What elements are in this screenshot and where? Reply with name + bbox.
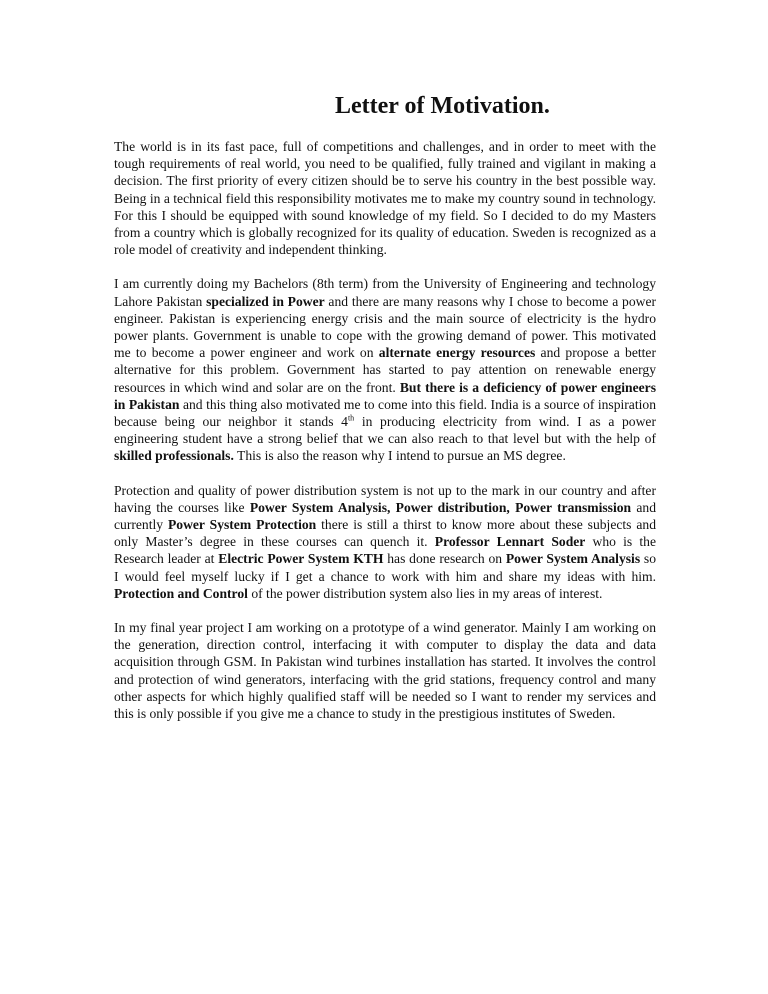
document-body bbox=[114, 138, 656, 739]
text-run: has done research on bbox=[383, 551, 506, 567]
text-run: I am currently doing my Bachelors (8th term) from the University of Engineering and technology Lahore Pakistan bbox=[114, 276, 656, 309]
text-run: and this thing also motivated me to come into this field. India is a source of inspiration because being our neighbor it stands 4 bbox=[114, 396, 656, 430]
text-run: and there are many reasons why I chose to become a power engineer. Pakistan is experiencing energy crisis and the main source of electricity is the hydro power plants. Government is unable to cope with the growing demand of power. This motivated me to become a power engineer and work on bbox=[114, 293, 657, 361]
text-run: so I would feel myself lucky if I get a chance to work with him and share my ideas with him. bbox=[114, 551, 657, 584]
bold-phrase: specialized in Power bbox=[206, 293, 325, 309]
text-run: Protection and quality of power distribution system is not up to the mark in our country and after having the courses like bbox=[114, 482, 656, 515]
bold-phrase: alternate energy resources bbox=[378, 345, 536, 361]
text-run: In my final year project I am working on a prototype of a wind generator. Mainly I am working on the generation, direction control, interfacing it with computer to display the data and data acquisition through GSM. In Pakistan wind turbines installation has started. It involves the control and protection of wind generators, interfacing with the grid stations, frequency control and many other aspects for which highly qualified staff will be needed so I want to render my services and this is only possible if you give me a chance to study in the prestigious institutes of Sweden. bbox=[114, 620, 656, 722]
bold-phrase: Professor Lennart Soder bbox=[434, 534, 586, 550]
bold-phrase: Power System Analysis bbox=[505, 551, 641, 567]
document-title: Letter of Motivation. bbox=[335, 93, 550, 119]
text-run: who is the Research leader at bbox=[114, 534, 657, 567]
text-run: there is still a thirst to know more about these subjects and only Master’s degree in these courses can quench it. bbox=[114, 517, 656, 550]
superscript-text: th bbox=[347, 413, 355, 423]
text-run: of the power distribution system also lies in my areas of interest. bbox=[247, 585, 603, 601]
bold-phrase: Power System Protection bbox=[167, 517, 317, 533]
bold-phrase: Power System Analysis, Power distribution, Power transmission bbox=[249, 499, 632, 515]
paragraph-3 bbox=[114, 482, 656, 602]
bold-phrase: Electric Power System KTH bbox=[218, 551, 384, 567]
text-run: in producing electricity from wind. I as a power engineering student have a strong belief that we can also reach to that level but with the help of bbox=[114, 414, 656, 447]
text-run: and propose a better alternative for this problem. Government has started to pay attention on renewable energy resources in which wind and solar are on the front. bbox=[114, 345, 656, 395]
paragraph-4 bbox=[114, 619, 656, 722]
bold-phrase: But there is a deficiency of power engineers in Pakistan bbox=[114, 379, 656, 412]
text-run: and currently bbox=[114, 499, 656, 533]
text-run: This is also the reason why I intend to pursue an MS degree. bbox=[233, 448, 566, 464]
paragraph-1 bbox=[114, 138, 656, 258]
paragraph-2 bbox=[114, 275, 656, 464]
text-run: The world is in its fast pace, full of competitions and challenges, and in order to meet with the tough requirements of real world, you need to be qualified, fully trained and vigilant in making a decision. The first priority of every citizen should be to serve his country in the best possible way. Being in a technical field this responsibility motivates me to make my country sound in technology. For this I should be equipped with sound knowledge of my field. So I decided to do my Masters from a country which is globally recognized for its quality of education. Sweden is recognized as a role model of creativity and independent thinking. bbox=[114, 139, 657, 258]
bold-phrase: Protection and Control bbox=[114, 585, 248, 601]
bold-phrase: skilled professionals. bbox=[114, 448, 234, 464]
